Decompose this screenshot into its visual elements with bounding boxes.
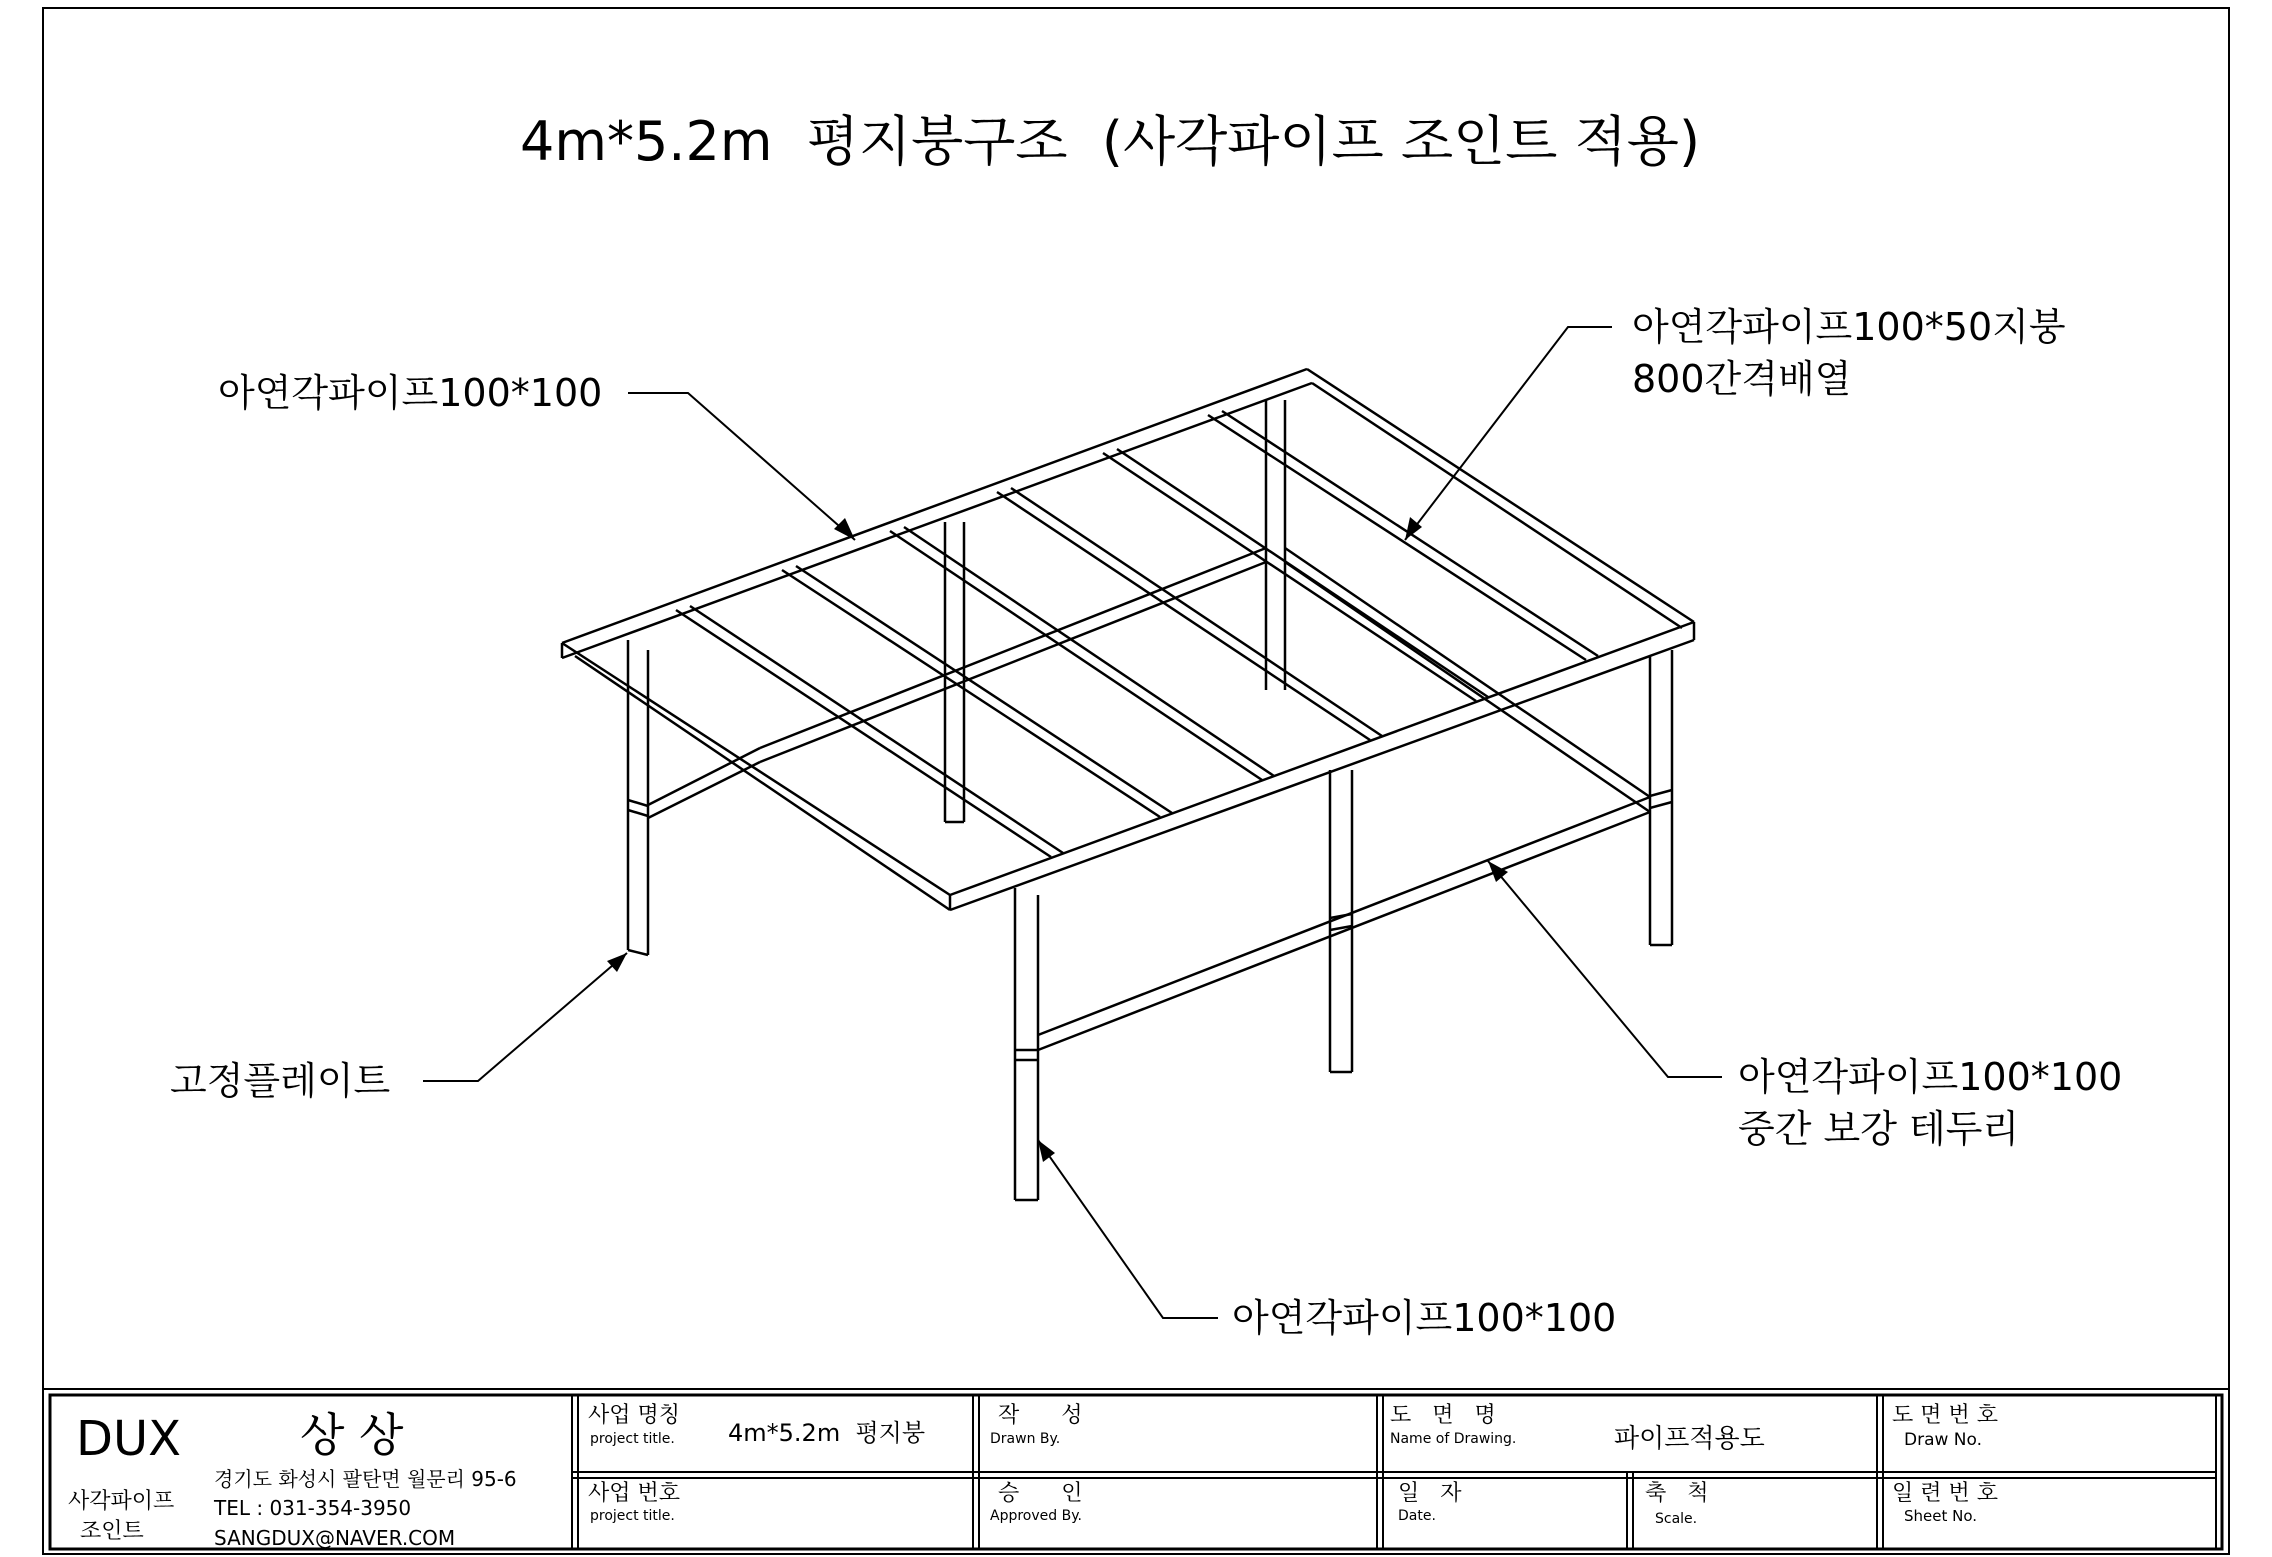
sheet-no-ko: 일 련 번 호 [1892,1481,1998,1506]
draw-no-ko: 도 면 번 호 [1892,1403,1998,1428]
project-no-en: project title. [590,1508,675,1524]
roof-joists [676,411,1598,857]
approved-by-en: Approved By. [990,1508,1082,1524]
sheet-no-en: Sheet No. [1904,1507,1978,1525]
date-ko: 일 자 [1398,1481,1462,1506]
company-sub-2: 조인트 [80,1519,144,1544]
callout-top-right-2: 800간격배열 [1632,357,1852,401]
sheet-border [43,8,2229,1554]
mid-rail-front [1038,797,1650,1050]
post-right-corner [1650,650,1672,945]
scale-ko: 축 척 [1645,1481,1709,1506]
company-address: 경기도 화성시 팔탄면 월문리 95-6 [214,1467,517,1491]
project-name-ko: 사업 명칭 [588,1403,681,1428]
company-brand: DUX [76,1411,181,1467]
company-name: 상 상 [300,1408,404,1462]
post-front-corner [1015,888,1038,1200]
callout-mid-right-2: 중간 보강 테두리 [1738,1107,2020,1151]
mid-rail-left [648,748,760,818]
roof-edge-left [562,643,950,910]
approved-by-ko: 승 인 [998,1481,1083,1506]
mid-rail-back [760,548,1266,762]
date-en: Date. [1398,1508,1436,1524]
drawing-name-value: 파이프적용도 [1614,1424,1765,1454]
callout-plate: 고정플레이트 [170,1059,391,1103]
drawing-name-ko: 도 면 명 [1390,1403,1496,1428]
leader-arrowheads [607,517,1508,1162]
project-no-ko: 사업 번호 [588,1481,681,1506]
drawing-name-en: Name of Drawing. [1390,1431,1517,1447]
frame-structure [562,369,1694,1200]
callout-top-right-1: 아연각파이프100*50지붕 [1632,305,2066,349]
company-email: SANGDUX@NAVER.COM [214,1526,456,1550]
callout-top-left: 아연각파이프100*100 [218,371,603,415]
draw-no-en: Draw No. [1904,1430,1983,1450]
leader-lines [423,327,1722,1318]
project-name-value: 4m*5.2m 평지붕 [728,1419,926,1447]
drawn-by-ko: 작 성 [998,1403,1083,1428]
mid-rail-right [1285,548,1650,812]
drawing-title: 4m*5.2m 평지붕구조 (사각파이프 조인트 적용) [519,110,1701,173]
post-back-right [1266,400,1285,690]
scale-en: Scale. [1655,1511,1698,1527]
company-sub-1: 사각파이프 [68,1489,175,1514]
callout-bottom: 아연각파이프100*100 [1232,1296,1617,1340]
company-tel: TEL : 031-354-3950 [214,1496,412,1520]
drawn-by-en: Drawn By. [990,1431,1061,1447]
title-block-text [68,1403,1998,1550]
project-name-en: project title. [590,1431,675,1447]
callout-mid-right-1: 아연각파이프100*100 [1738,1055,2123,1099]
